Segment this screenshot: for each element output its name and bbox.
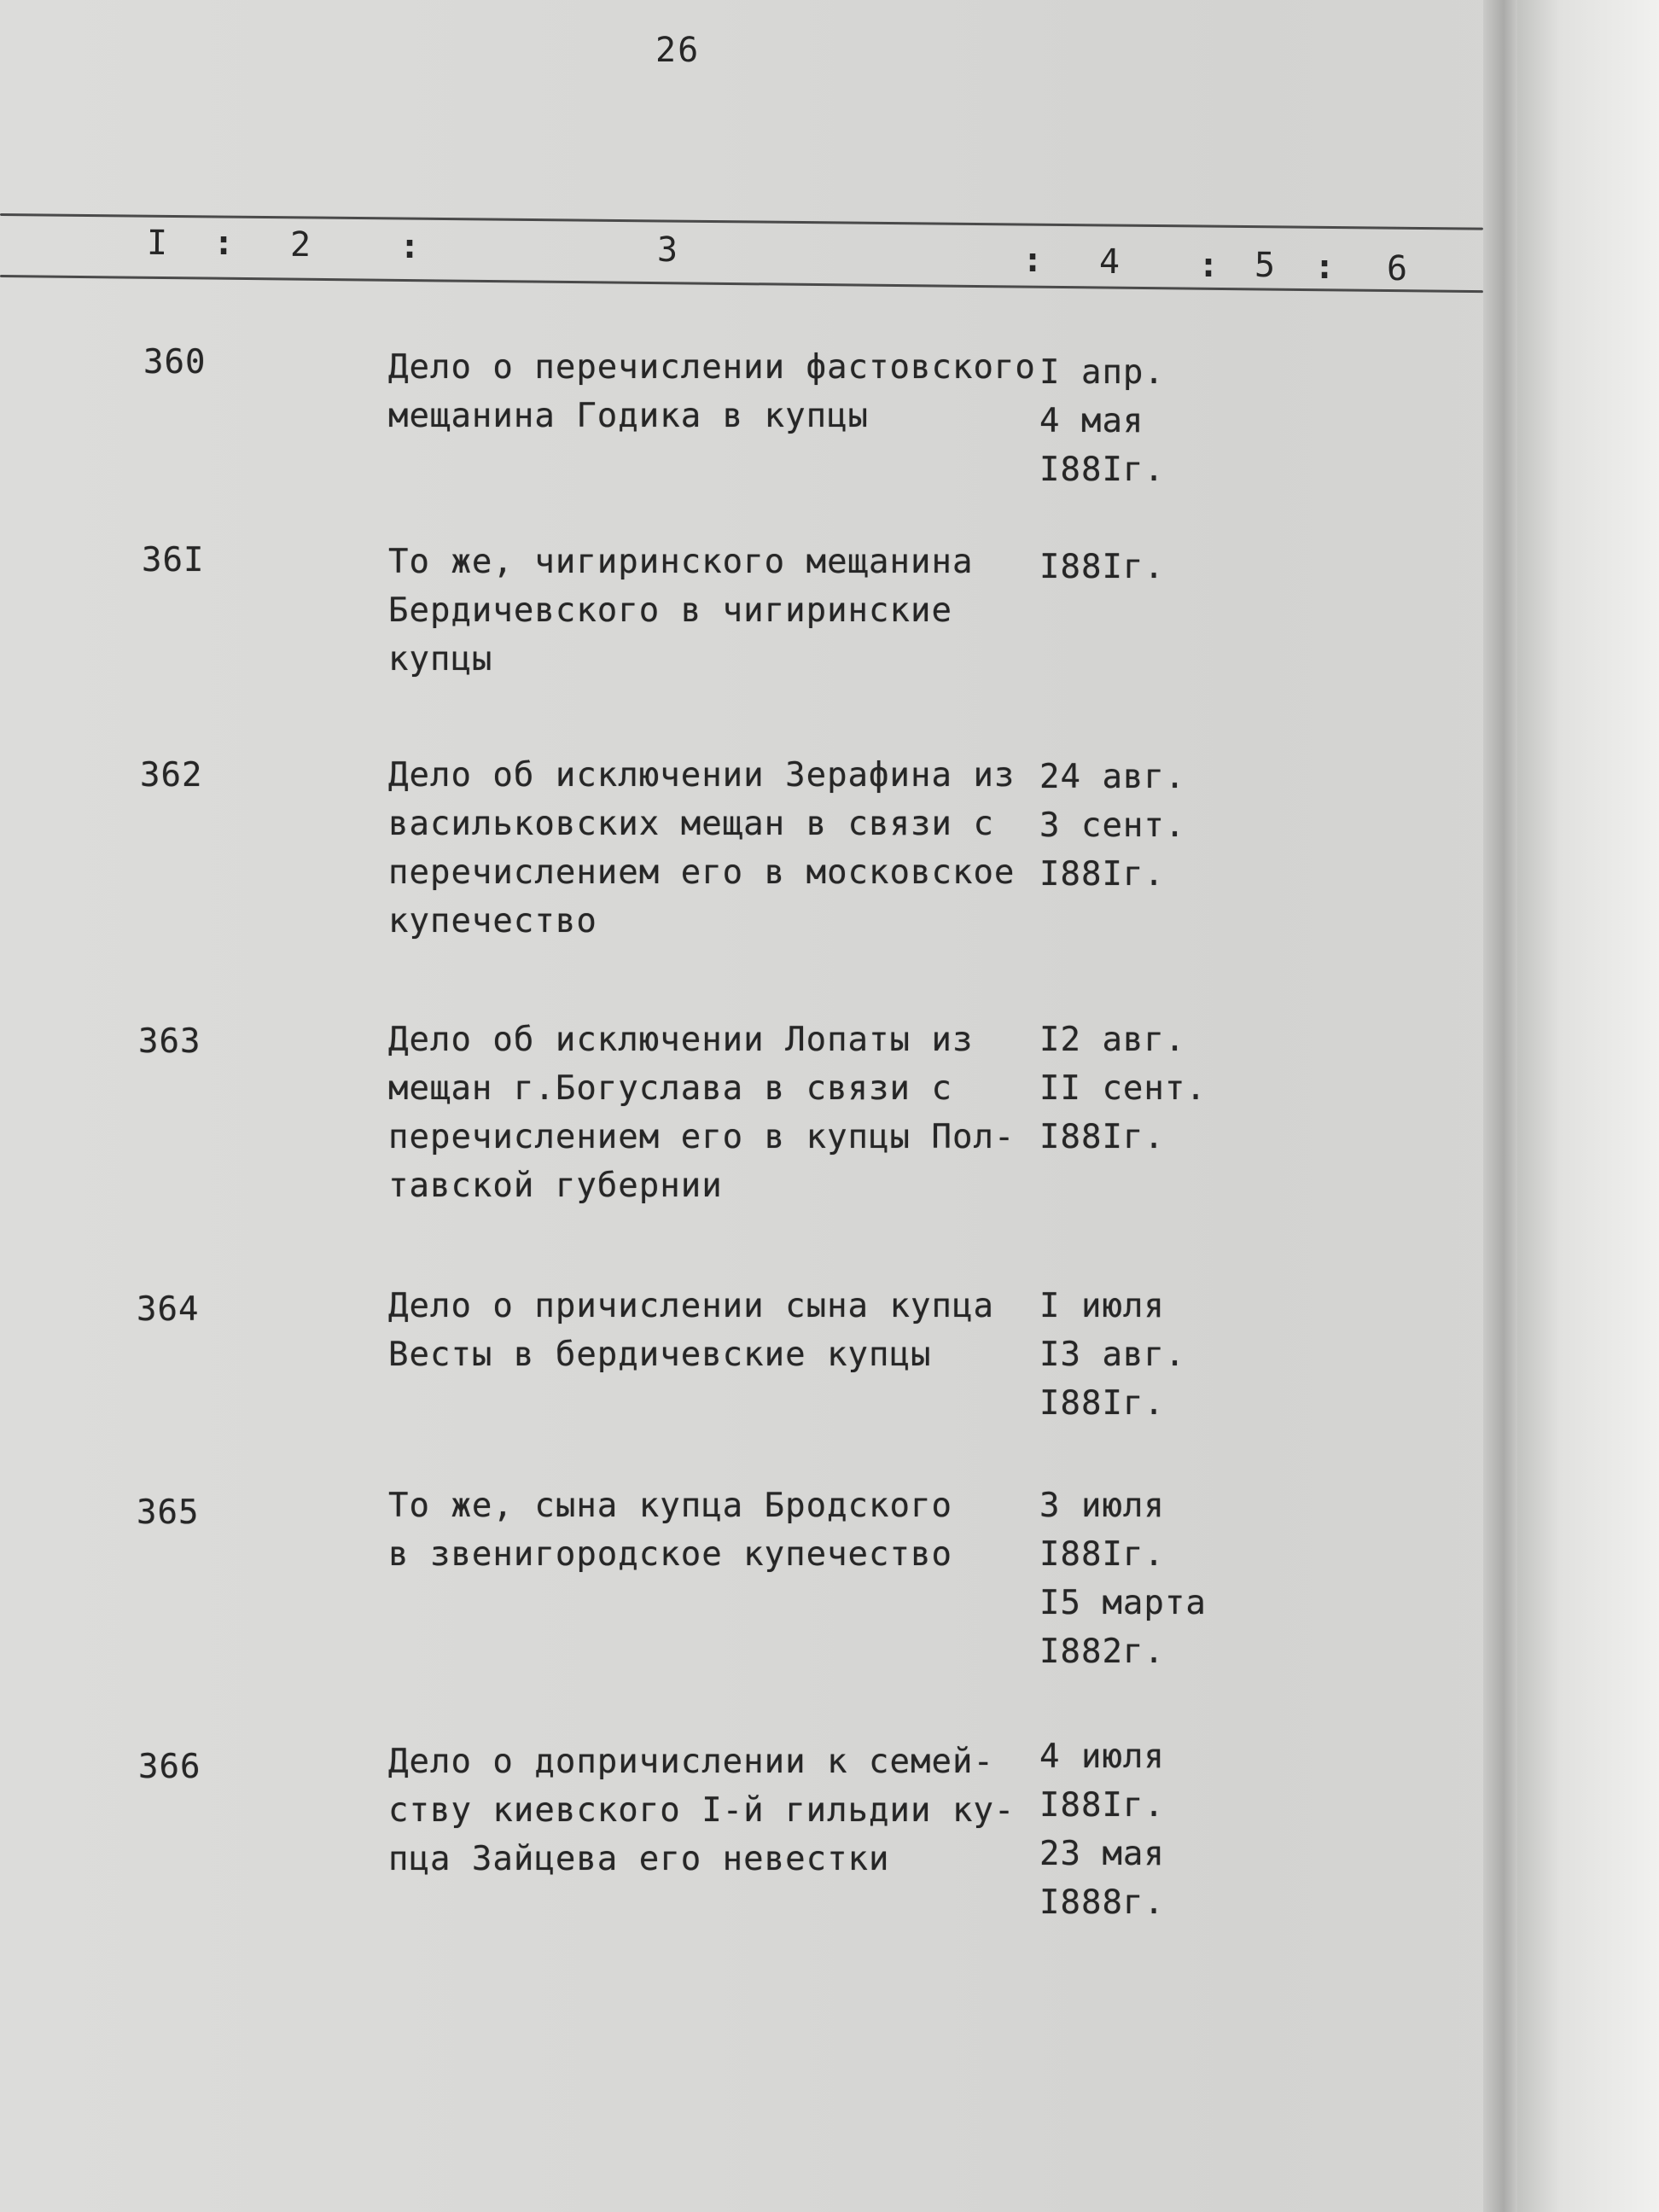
description-line: перечислением его в московское: [388, 853, 1016, 892]
date-line: I88Iг.: [1039, 1786, 1165, 1825]
date-line: 24 авг.: [1039, 758, 1186, 796]
record-dates: [1039, 348, 1165, 494]
record-number: 362: [140, 756, 203, 795]
record-description: [388, 538, 973, 684]
description-line: в звенигородское купечество: [388, 1535, 952, 1574]
description-line: Весты в бердичевские купцы: [388, 1336, 932, 1374]
column-header-3: 3: [656, 230, 678, 271]
column-header-1: I: [146, 223, 168, 264]
date-line: I882г.: [1039, 1633, 1165, 1671]
record-description: [388, 1738, 1015, 1883]
date-line: I88Iг.: [1039, 1118, 1165, 1156]
record-number: 365: [137, 1493, 200, 1532]
record-number: 366: [138, 1748, 201, 1786]
description-line: тавской губернии: [388, 1167, 723, 1205]
column-separator: :: [1314, 247, 1336, 287]
adjacent-page-edge: [1517, 0, 1659, 2212]
date-line: I3 авг.: [1039, 1336, 1186, 1374]
column-header-5: 5: [1254, 245, 1276, 286]
record-description: [388, 751, 1015, 946]
date-line: I88Iг.: [1039, 1535, 1165, 1574]
page-number: 26: [655, 31, 701, 70]
date-line: 3 сент.: [1039, 806, 1186, 845]
description-line: ству киевского I-й гильдии ку-: [388, 1791, 1016, 1830]
record-dates: [1039, 1016, 1207, 1161]
description-line: Дело о допричислении к семей-: [388, 1743, 994, 1781]
record-number: 364: [137, 1290, 200, 1329]
record-dates: [1039, 543, 1165, 591]
description-line: мещан г.Богуслава в связи с: [388, 1069, 952, 1108]
record-description: [388, 1481, 952, 1579]
date-line: 4 июля: [1039, 1738, 1165, 1776]
date-line: I88Iг.: [1039, 548, 1165, 586]
column-separator: :: [213, 224, 235, 263]
description-line: Дело о причислении сына купца: [388, 1287, 994, 1325]
record-number: 36I: [142, 541, 205, 579]
description-line: То же, сына купца Бродского: [388, 1487, 952, 1525]
date-line: I88Iг.: [1039, 1384, 1165, 1423]
record-number: 363: [138, 1022, 201, 1061]
date-line: I2 авг.: [1039, 1021, 1186, 1059]
record-dates: [1039, 1481, 1207, 1676]
description-line: Дело об исключении Зерафина из: [388, 756, 1016, 795]
record-number: 360: [143, 343, 207, 381]
column-separator: :: [1198, 246, 1220, 285]
column-separator: :: [1022, 241, 1044, 280]
record-dates: [1039, 753, 1185, 899]
record-description: [388, 343, 1036, 440]
date-line: I888г.: [1039, 1883, 1165, 1922]
description-line: пца Зайцева его невестки: [388, 1840, 890, 1878]
record-dates: [1039, 1732, 1165, 1927]
description-line: перечислением его в купцы Пол-: [388, 1118, 1016, 1156]
column-separator: :: [399, 227, 421, 266]
date-line: I апр.: [1039, 353, 1165, 392]
date-line: 4 мая: [1039, 402, 1144, 440]
date-line: I5 марта: [1039, 1584, 1207, 1622]
column-header-2: 2: [289, 224, 311, 265]
description-line: Дело об исключении Лопаты из: [388, 1021, 974, 1059]
date-line: II сент.: [1039, 1069, 1207, 1108]
record-description: [388, 1016, 1015, 1210]
description-line: мещанина Годика в купцы: [388, 397, 870, 435]
description-line: Дело о перечислении фастовского: [388, 348, 1036, 387]
page-fold-shadow: [1483, 0, 1517, 2212]
description-line: купцы: [388, 640, 493, 678]
description-line: То же, чигиринского мещанина: [388, 543, 974, 581]
column-header-6: 6: [1386, 248, 1408, 289]
record-dates: [1039, 1282, 1185, 1428]
date-line: 3 июля: [1039, 1487, 1165, 1525]
record-description: [388, 1282, 994, 1379]
date-line: I88Iг.: [1039, 855, 1165, 894]
column-header-4: 4: [1098, 242, 1121, 282]
description-line: Бердичевского в чигиринские: [388, 591, 952, 630]
date-line: 23 мая: [1039, 1835, 1165, 1873]
date-line: I88Iг.: [1039, 451, 1165, 489]
date-line: I июля: [1039, 1287, 1165, 1325]
description-line: васильковских мещан в связи с: [388, 805, 994, 843]
description-line: купечество: [388, 902, 597, 940]
